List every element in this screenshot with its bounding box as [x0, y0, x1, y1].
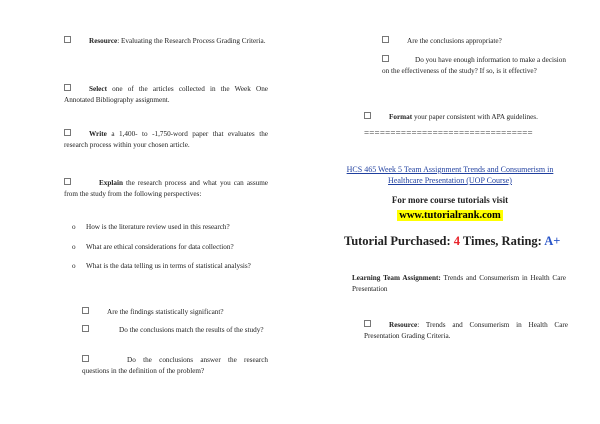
- sub-item: [382, 36, 566, 47]
- sub-item-text: Do the conclusions answer the research questions in the definition of the problem?: [82, 356, 268, 375]
- bullet-marker: o: [72, 223, 76, 231]
- checkbox-icon: [64, 36, 71, 43]
- course-link[interactable]: HCS 465 Week 5 Team Assignment Trends and Consumerism in Healthcare Presentation (UOP Course): [346, 165, 554, 185]
- site-link[interactable]: www.tutorialrank.com: [399, 210, 501, 221]
- resource-text: : Evaluating the Research Process Grading Criteria.: [117, 37, 266, 45]
- explain-text: the research process and what you can assume from the study from the following perspectives:: [64, 179, 268, 198]
- resource2-text: : Trends and Consumerism in Health Care Presentation Grading Criteria.: [364, 321, 568, 340]
- format-text: your paper consistent with APA guidelines.: [412, 113, 538, 121]
- rating-value: A+: [544, 234, 561, 248]
- bullet-item: [72, 242, 268, 253]
- purchased-prefix: Tutorial Purchased:: [344, 234, 454, 248]
- bullet-marker: o: [72, 243, 76, 251]
- write-label: Write: [89, 130, 107, 138]
- lta-text: Trends and Consumerism in Health Care Presentation: [352, 274, 566, 293]
- separator-rule: ================================: [364, 128, 533, 138]
- bullet-item: [72, 222, 268, 233]
- sub-item-text: Do you have enough information to make a decision on the effectiveness of the study? If so, is it effective?: [382, 56, 566, 75]
- bullet-text: How is the literature review used in this research?: [86, 223, 230, 231]
- select-label: Select: [89, 85, 107, 93]
- checkbox-icon: [82, 325, 89, 332]
- sub-item-text: Do the conclusions match the results of the study?: [119, 326, 264, 334]
- explain-paragraph: [64, 178, 268, 200]
- lta-label: Learning Team Assignment:: [352, 274, 441, 282]
- checkbox-icon: [364, 320, 371, 327]
- checkbox-icon: [382, 55, 389, 62]
- resource-paragraph: [64, 36, 268, 47]
- checkbox-icon: [82, 355, 89, 362]
- purchase-summary: [344, 233, 574, 249]
- sub-item-text: Are the findings statistically significant?: [107, 308, 224, 316]
- checkbox-icon: [64, 84, 71, 91]
- sub-item: [82, 355, 268, 377]
- resource2-label: Resource: [389, 321, 418, 329]
- bullet-marker: o: [72, 262, 76, 270]
- bullet-text: What are ethical considerations for data collection?: [86, 243, 234, 251]
- explain-label: Explain: [99, 179, 123, 187]
- sub-item: [82, 325, 268, 336]
- learning-team-paragraph: [352, 273, 566, 295]
- sub-item: [82, 307, 268, 318]
- write-text: a 1,400- to -1,750-word paper that evaluates the research process within your chosen article.: [64, 130, 268, 149]
- sub-item-text: Are the conclusions appropriate?: [407, 37, 502, 45]
- resource2-paragraph: [364, 320, 568, 342]
- checkbox-icon: [382, 36, 389, 43]
- purchased-count: 4: [453, 234, 460, 248]
- format-label: Format: [389, 113, 413, 121]
- select-text: one of the articles collected in the Week One Annotated Bibliography assignment.: [64, 85, 268, 104]
- resource-label: Resource: [89, 37, 118, 45]
- checkbox-icon: [82, 307, 89, 314]
- write-paragraph: [64, 129, 268, 151]
- checkbox-icon: [364, 112, 371, 119]
- sub-item: [382, 55, 566, 77]
- bullet-text: What is the data telling us in terms of statistical analysis?: [86, 262, 251, 270]
- bullet-item: [72, 261, 268, 272]
- purchased-mid: Times, Rating:: [460, 234, 545, 248]
- visit-text: For more course tutorials visit: [391, 195, 509, 205]
- select-paragraph: [64, 84, 268, 106]
- checkbox-icon: [64, 129, 71, 136]
- checkbox-icon: [64, 178, 71, 185]
- site-row: [344, 210, 556, 222]
- format-paragraph: [364, 112, 568, 123]
